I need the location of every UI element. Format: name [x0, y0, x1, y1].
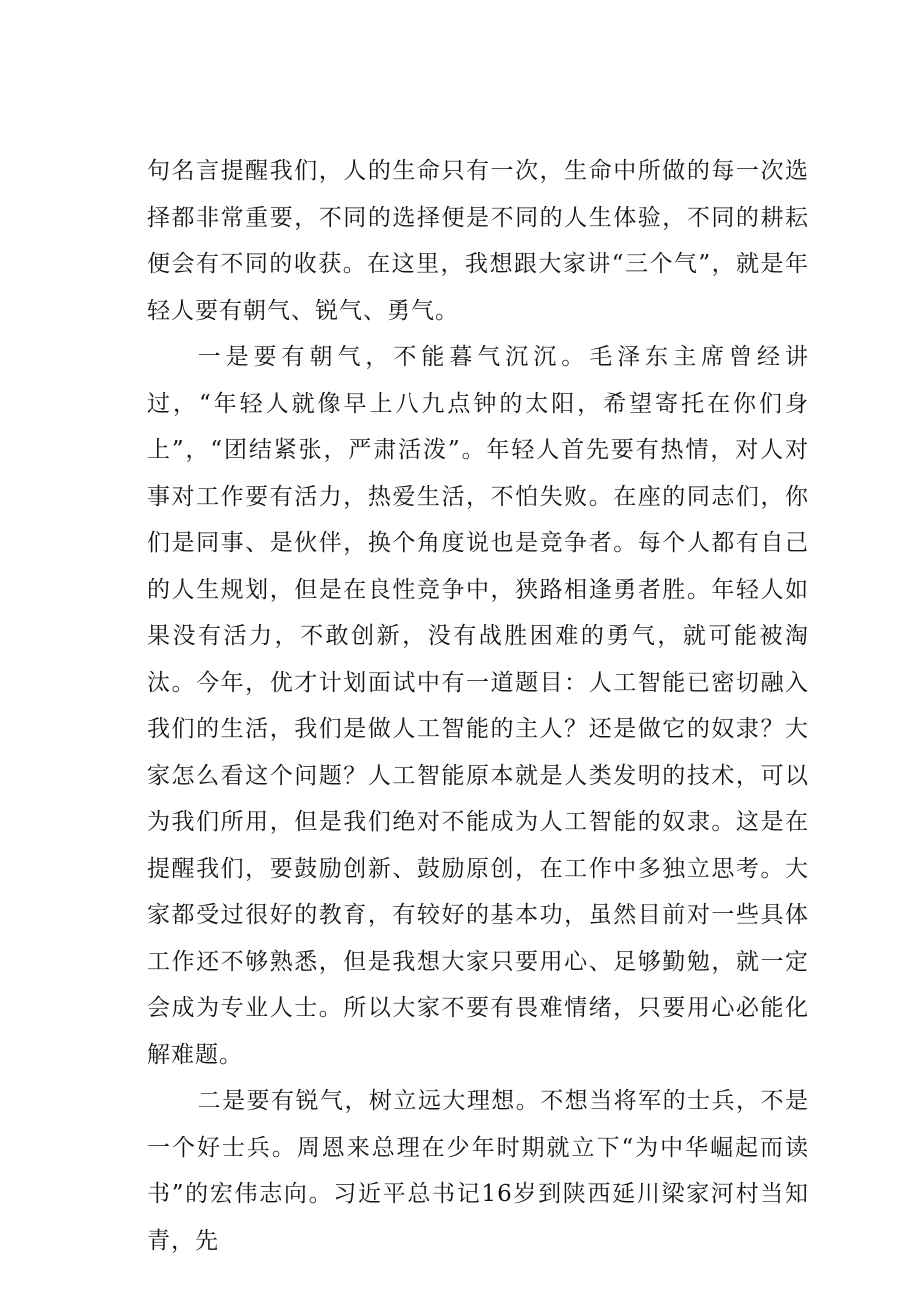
paragraph-ruiqi: 二是要有锐气，树立远大理想。不想当将军的士兵，不是一个好士兵。周恩来总理在少年时期就立下“为中华崛起而读书”的宏伟志向。习近平总书记16岁到陕西延川梁家河村当知青，先 — [147, 1088, 809, 1254]
paragraph-zhaoqi: 一是要有朝气，不能暮气沉沉。毛泽东主席曾经讲过，“年轻人就像早上八九点钟的太阳，希望寄托在你们身上”，“团结紧张，严肃活泼”。年轻人首先要有热情，对人对事对工作要有活力，热爱生活，不怕失败。在座的同志们，你们是同事、是伙伴，换个角度说也是竞争者。每个人都有自己的人生规划，但是在良性竞争中，狭路相逢勇者胜。年轻人如果没有活力，不敢创新，没有战胜困难的勇气，就可能被淘汰。今年，优才计划面试中有一道题目：人工智能已密切融入我们的生活，我们是做人工智能的主人？还是做它的奴隶？大家怎么看这个问题？人工智能原本就是人类发明的技术，可以为我们所用，但是我们绝对不能成为人工智能的奴隶。这是在提醒我们，要鼓励创新、鼓励原创，在工作中多独立思考。大家都受过很好的教育，有较好的基本功，虽然目前对一些具体工作还不够熟悉，但是我想大家只要用心、足够勤勉，就一定会成为专业人士。所以大家不要有畏难情绪，只要用心必能化解难题。 — [147, 344, 809, 1068]
paragraph-continued: 句名言提醒我们，人的生命只有一次，生命中所做的每一次选择都非常重要，不同的选择便是不同的人生体验，不同的耕耘便会有不同的收获。在这里，我想跟大家讲“三个气”，就是年轻人要有朝气、锐气、勇气。 — [147, 158, 809, 324]
document-body — [147, 148, 809, 1264]
